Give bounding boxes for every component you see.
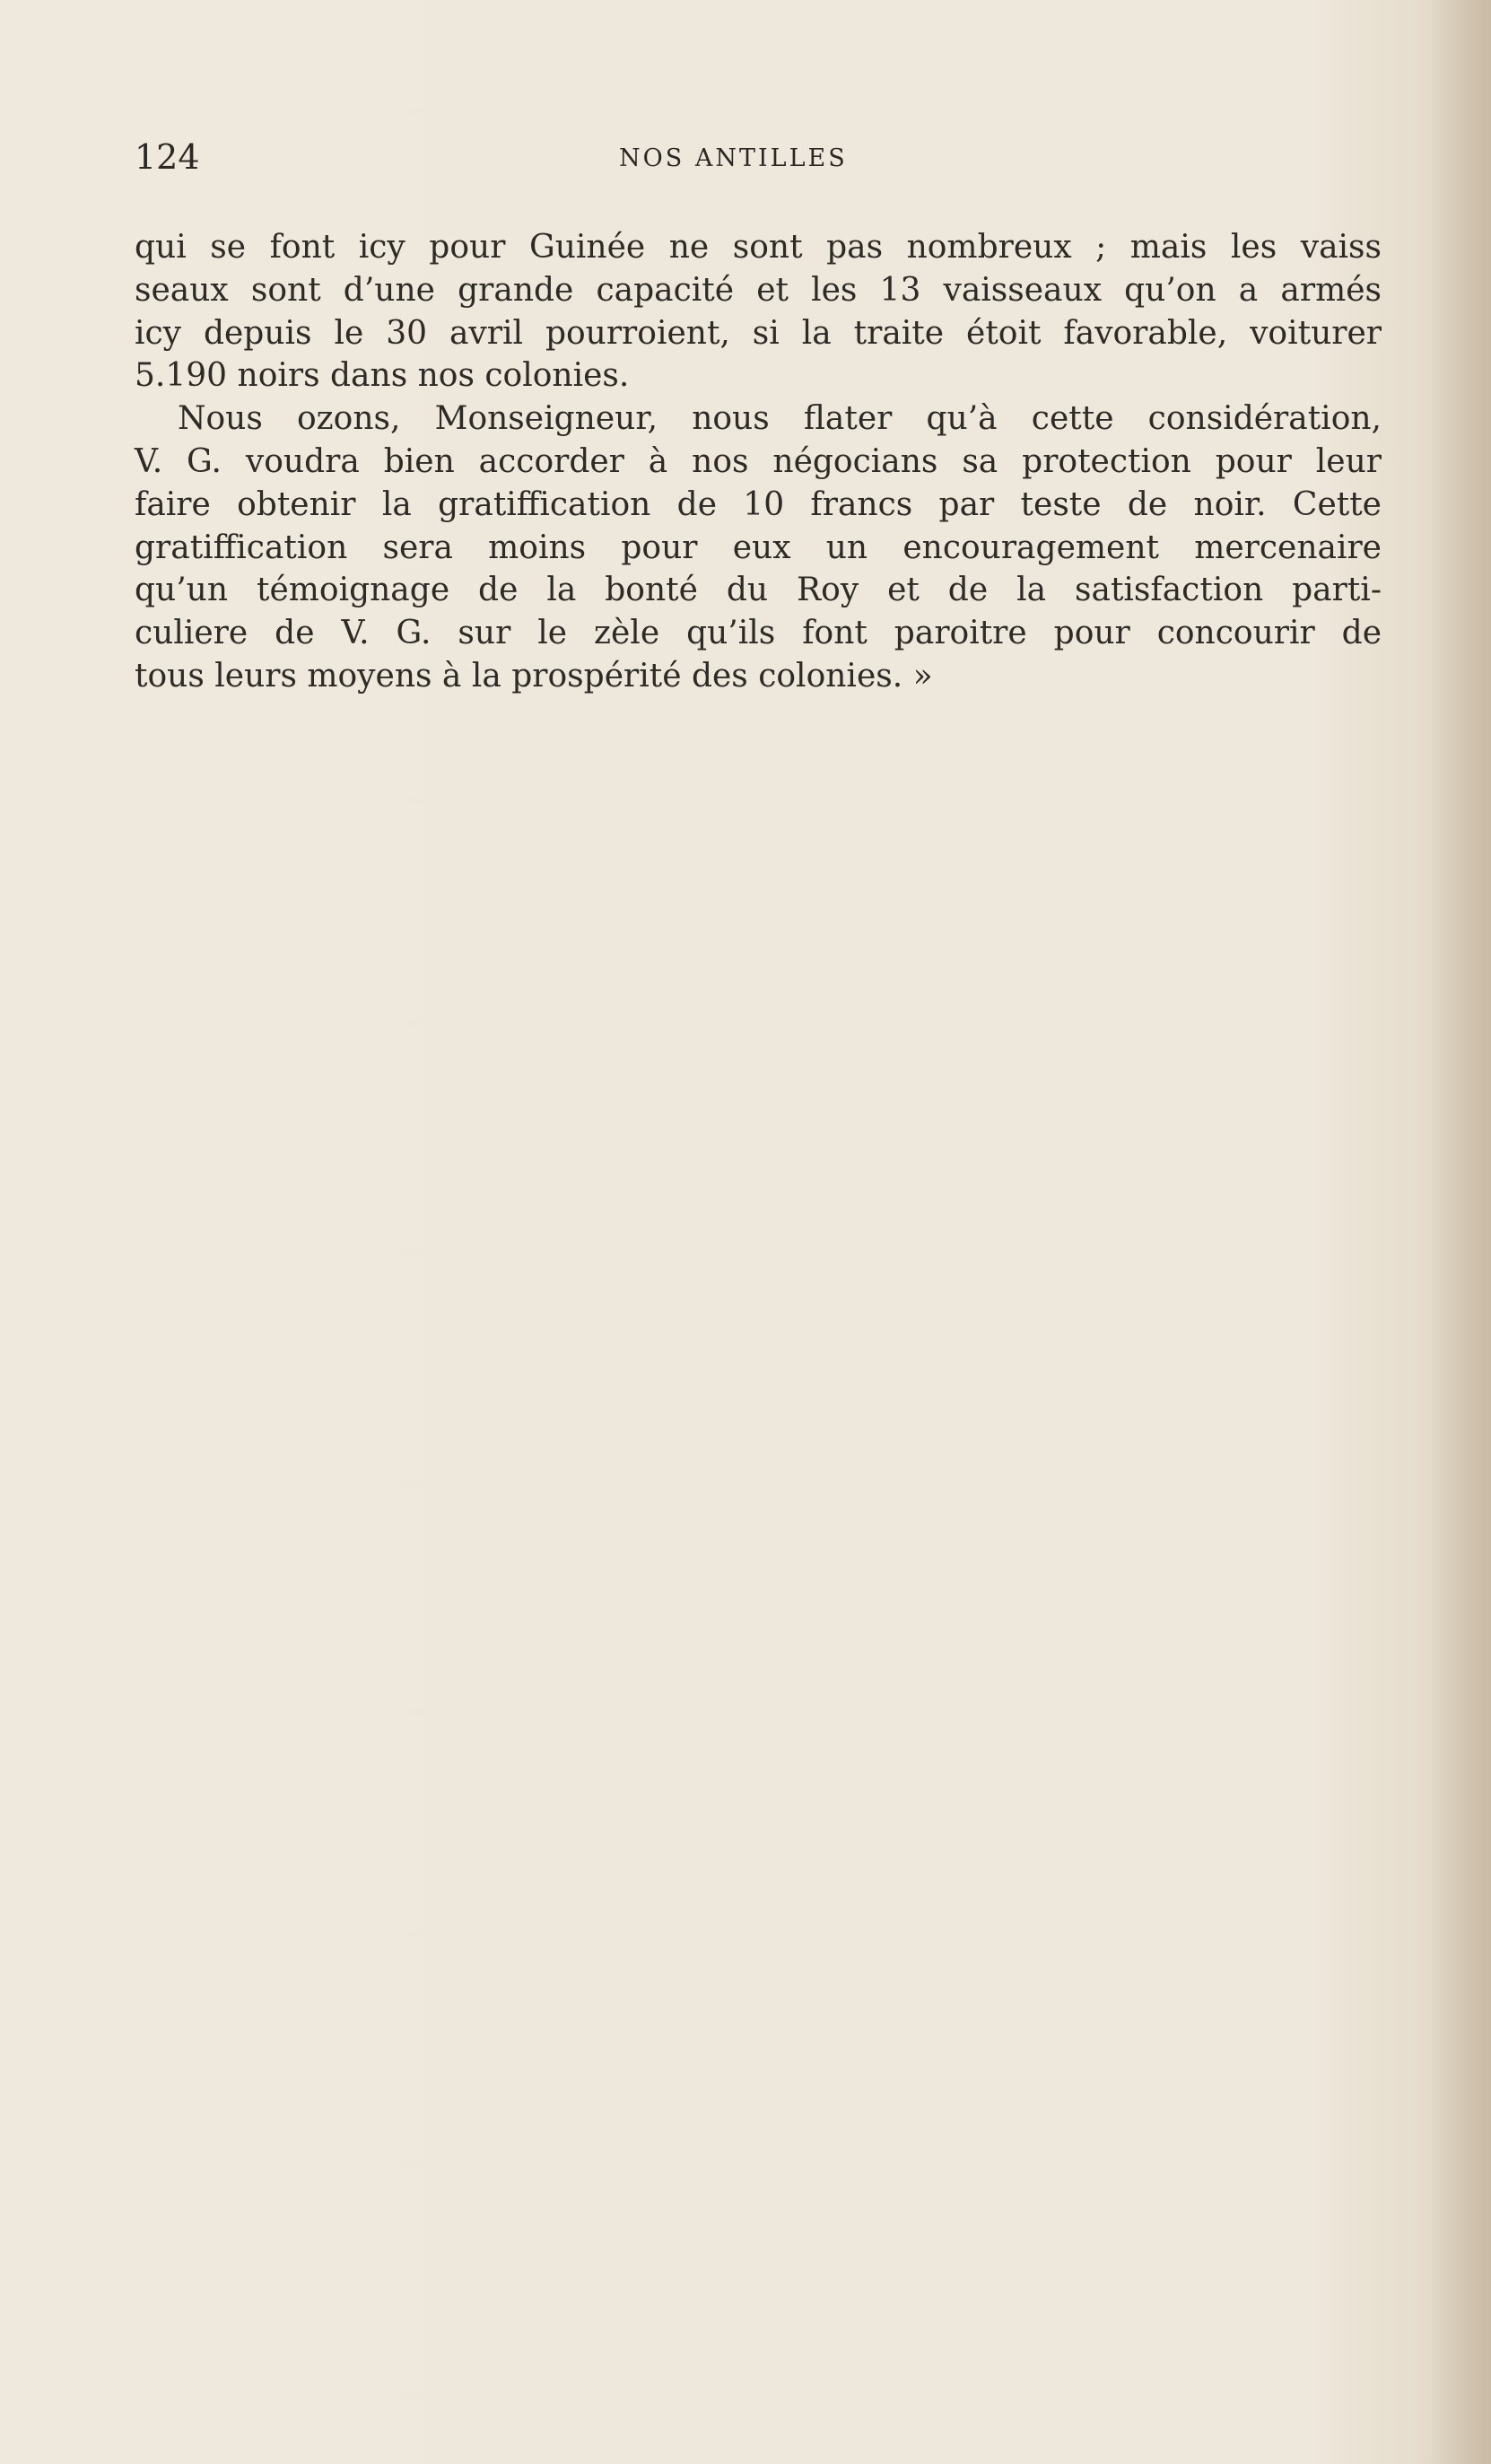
text-line: V. G. voudra bien accorder à nos négocians sa protection pour leur xyxy=(135,442,1382,480)
text-line: Nous ozons, Monseigneur, nous flater qu’à cette considération, xyxy=(178,400,1382,438)
running-head xyxy=(135,135,1382,179)
text-line: tous leurs moyens à la prospérité des colonies. » xyxy=(135,657,933,695)
spine-shadow xyxy=(1428,0,1491,2464)
text-line: qu’un témoignage de la bonté du Roy et de la satisfaction parti- xyxy=(135,572,1382,609)
text-line: culiere de V. G. sur le zèle qu’ils font paroitre pour concourir de xyxy=(135,615,1382,652)
page-number: 124 xyxy=(135,137,200,177)
text-line: faire obtenir la gratiffication de 10 francs par teste de noir. Cette xyxy=(135,485,1382,523)
running-title: NOS ANTILLES xyxy=(619,144,848,172)
text-line: 5.190 noirs dans nos colonies. xyxy=(135,357,630,395)
text-line: icy depuis le 30 avril pourroient, si la traite étoit favorable, voiturer xyxy=(135,314,1382,352)
text-line: gratiffication sera moins pour eux un encouragement mercenaire xyxy=(135,529,1382,566)
text-line: qui se font icy pour Guinée ne sont pas nombreux ; mais les vaiss xyxy=(135,229,1382,266)
body-text xyxy=(135,226,1382,698)
text-line: seaux sont d’une grande capacité et les 13 vaisseaux qu’on a armés xyxy=(135,271,1382,309)
